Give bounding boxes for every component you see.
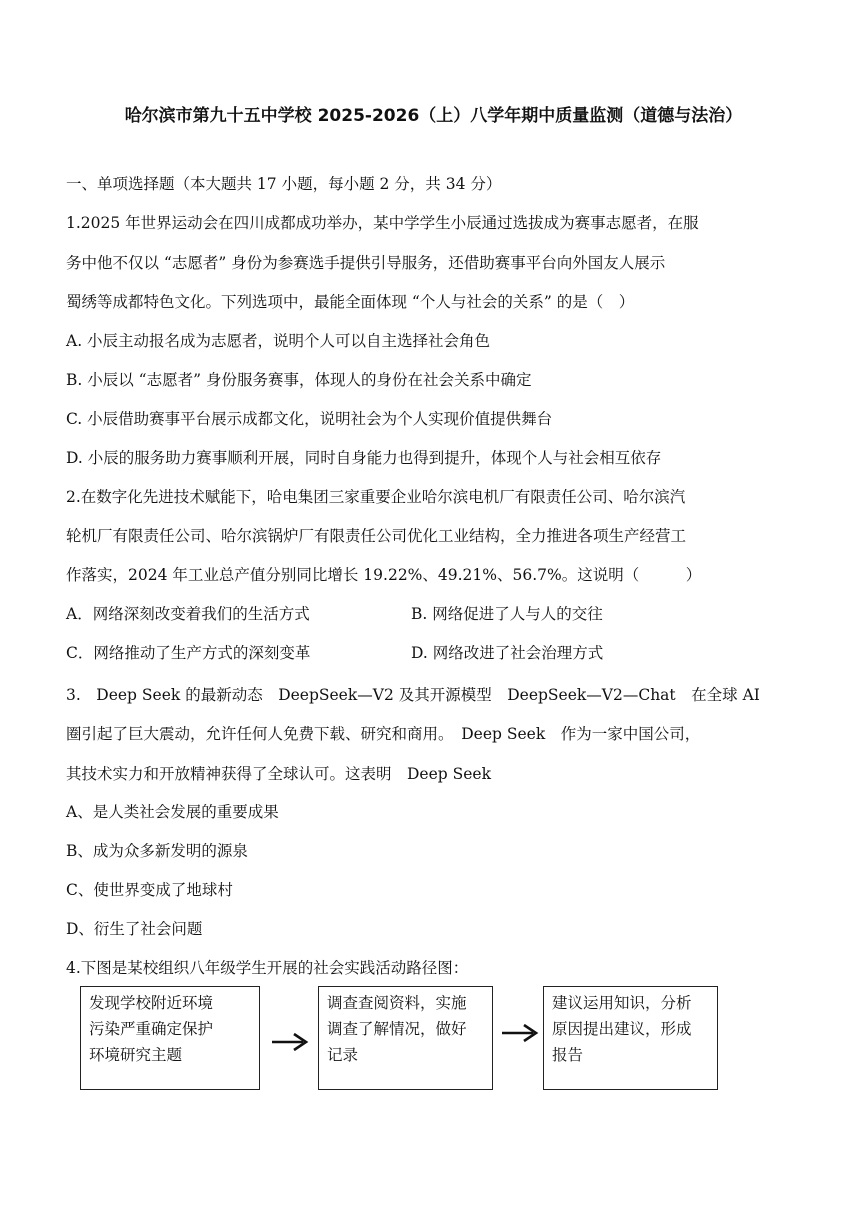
section-heading: 一、单项选择题（本大题共 17 小题，每小题 2 分，共 34 分） xyxy=(66,175,502,193)
page-title: 哈尔滨市第九十五中学校 2025-2026（上）八学年期中质量监测（道德与法治） xyxy=(124,106,743,126)
q2-option-b: B. 网络促进了人与人的交往 xyxy=(411,605,603,623)
q3-option-b: B、成为众多新发明的源泉 xyxy=(66,842,248,860)
flow-step-3-line-2: 原因提出建议，形成 xyxy=(552,1020,692,1038)
flow-step-2-line-3: 记录 xyxy=(327,1046,359,1064)
arrow-right-icon xyxy=(270,1031,312,1053)
q1-option-b: B. 小辰以 “志愿者” 身份服务赛事，体现人的身份在社会关系中确定 xyxy=(66,371,532,389)
flow-step-2-line-2: 调查了解情况，做好 xyxy=(327,1020,467,1038)
flow-step-2-line-1: 调查查阅资料，实施 xyxy=(327,994,467,1012)
q1-stem-line-3: 蜀绣等成都特色文化。下列选项中，最能全面体现 “个人与社会的关系” 的是（ ） xyxy=(66,293,635,311)
q2-stem-line-3: 作落实，2024 年工业总产值分别同比增长 19.22%、49.21%、56.7%。这说明（ ） xyxy=(66,566,702,584)
q3-stem-line-3: 其技术实力和开放精神获得了全球认可。这表明 Deep Seek xyxy=(66,765,491,783)
q1-option-d: D. 小辰的服务助力赛事顺利开展，同时自身能力也得到提升，体现个人与社会相互依存 xyxy=(66,449,662,467)
flow-step-2 xyxy=(318,986,493,1090)
q2-option-row-2 xyxy=(66,641,310,663)
q4-stem: 4.下图是某校组织八年级学生开展的社会实践活动路径图： xyxy=(66,959,469,977)
q1-option-c: C. 小辰借助赛事平台展示成都文化，说明社会为个人实现价值提供舞台 xyxy=(66,410,553,428)
q2-option-c: C．网络推动了生产方式的深刻变革 xyxy=(66,644,311,662)
flow-step-1 xyxy=(80,986,260,1090)
q1-stem-line-2: 务中他不仅以 “志愿者” 身份为参赛选手提供引导服务，还借助赛事平台向外国友人展示 xyxy=(66,254,666,272)
q3-option-c: C、使世界变成了地球村 xyxy=(66,881,233,899)
flow-step-3 xyxy=(543,986,718,1090)
q2-option-d: D. 网络改进了社会治理方式 xyxy=(411,644,604,662)
q3-option-a: A、是人类社会发展的重要成果 xyxy=(66,803,279,821)
q3-stem-line-2: 圈引起了巨大震动，允许任何人免费下载、研究和商用。 Deep Seek 作为一家中国公司， xyxy=(66,725,701,743)
q1-option-a: A. 小辰主动报名成为志愿者，说明个人可以自主选择社会角色 xyxy=(66,332,491,350)
q2-option-row-1 xyxy=(66,602,310,624)
flow-step-1-line-1: 发现学校附近环境 xyxy=(89,994,214,1012)
q2-option-a: A．网络深刻改变着我们的生活方式 xyxy=(66,605,310,623)
q3-option-d: D、衍生了社会问题 xyxy=(66,920,203,938)
flow-step-3-line-1: 建议运用知识，分析 xyxy=(552,994,692,1012)
q2-stem-line-1: 2.在数字化先进技术赋能下，哈电集团三家重要企业哈尔滨电机厂有限责任公司、哈尔滨汽 xyxy=(66,488,686,506)
q1-stem-line-1: 1.2025 年世界运动会在四川成都成功举办，某中学学生小辰通过选拔成为赛事志愿者，在服 xyxy=(66,214,699,232)
flow-step-1-line-2: 污染严重确定保护 xyxy=(89,1020,214,1038)
q3-stem-line-1: 3. Deep Seek 的最新动态 DeepSeek—V2 及其开源模型 DeepSeek—V2—Chat 在全球 AI xyxy=(66,686,760,704)
q2-stem-line-2: 轮机厂有限责任公司、哈尔滨锅炉厂有限责任公司优化工业结构，全力推进各项生产经营工 xyxy=(66,527,687,545)
arrow-right-icon xyxy=(500,1022,542,1044)
flow-step-1-line-3: 环境研究主题 xyxy=(89,1046,183,1064)
flow-step-3-line-3: 报告 xyxy=(552,1046,584,1064)
